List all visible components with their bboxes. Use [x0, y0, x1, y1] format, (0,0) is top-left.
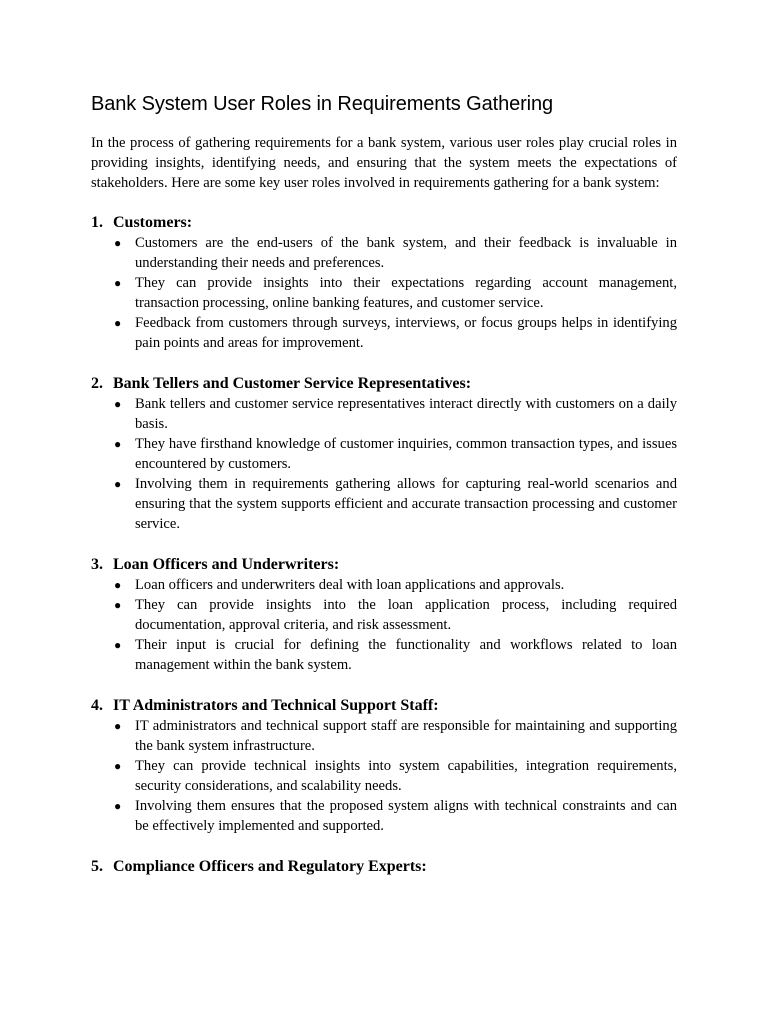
list-item-text: Their input is crucial for defining the functionality and workflows related to loan management within the bank system. — [135, 637, 677, 673]
bullet-icon: ● — [114, 316, 122, 330]
section-number: 1. — [91, 214, 103, 231]
section-heading — [91, 696, 677, 716]
document-title: Bank System User Roles in Requirements Gathering — [91, 93, 554, 115]
section-number: 3. — [91, 556, 103, 573]
section-it-administrators — [91, 696, 677, 836]
bullet-icon: ● — [114, 578, 122, 592]
bullet-icon: ● — [114, 759, 122, 773]
section-heading — [91, 857, 677, 877]
list-item-text: They can provide insights into the loan application process, including required documentation, approval criteria, and risk assessment. — [135, 597, 677, 633]
section-heading — [91, 555, 677, 575]
section-title: Customers: — [113, 214, 193, 231]
bullet-icon: ● — [114, 437, 122, 451]
list-item-text: Loan officers and underwriters deal with loan applications and approvals. — [135, 577, 565, 593]
section-number: 5. — [91, 858, 103, 875]
bullet-icon: ● — [114, 276, 122, 290]
list-item — [114, 313, 677, 353]
bullet-list — [91, 716, 677, 836]
bullet-list — [91, 233, 677, 353]
list-item — [114, 233, 677, 273]
section-number: 4. — [91, 697, 103, 714]
list-item-text: Bank tellers and customer service representatives interact directly with customers on a daily basis. — [135, 396, 677, 432]
bullet-icon: ● — [114, 638, 122, 652]
list-item — [114, 635, 677, 675]
list-item — [114, 474, 677, 534]
bullet-icon: ● — [114, 236, 122, 250]
bullet-icon: ● — [114, 799, 122, 813]
section-bank-tellers — [91, 374, 677, 534]
list-item — [114, 796, 677, 836]
section-title: Compliance Officers and Regulatory Experts: — [113, 858, 427, 875]
section-heading — [91, 374, 677, 394]
section-customers — [91, 213, 677, 353]
list-item-text: They can provide technical insights into system capabilities, integration requirements, security considerations, and scalability needs. — [135, 758, 677, 794]
intro-paragraph: In the process of gathering requirements for a bank system, various user roles play crucial roles in providing insights, identifying needs, and ensuring that the system meets the expectations of stakeholders. Here are some key user roles involved in requirements gathering for a bank system: — [91, 135, 677, 191]
list-item — [114, 575, 677, 595]
list-item — [114, 756, 677, 796]
list-item-text: They have firsthand knowledge of customer inquiries, common transaction types, and issues encountered by customers. — [135, 436, 677, 472]
section-title: IT Administrators and Technical Support Staff: — [113, 697, 439, 714]
bullet-icon: ● — [114, 397, 122, 411]
section-compliance-officers — [91, 857, 677, 877]
list-item — [114, 716, 677, 756]
document-page — [91, 90, 677, 877]
bullet-list — [91, 575, 677, 675]
list-item — [114, 595, 677, 635]
bullet-icon: ● — [114, 719, 122, 733]
section-number: 2. — [91, 375, 103, 392]
section-loan-officers — [91, 555, 677, 675]
section-title: Bank Tellers and Customer Service Representatives: — [113, 375, 472, 392]
bullet-icon: ● — [114, 598, 122, 612]
list-item-text: They can provide insights into their expectations regarding account management, transaction processing, online banking features, and customer service. — [135, 275, 677, 311]
list-item — [114, 273, 677, 313]
section-heading — [91, 213, 677, 233]
list-item-text: Involving them ensures that the proposed system aligns with technical constraints and can be effectively implemented and supported. — [135, 798, 677, 834]
list-item-text: IT administrators and technical support staff are responsible for maintaining and supporting the bank system infrastructure. — [135, 718, 677, 754]
list-item-text: Feedback from customers through surveys, interviews, or focus groups helps in identifying pain points and areas for improvement. — [135, 315, 677, 351]
list-item-text: Customers are the end-users of the bank system, and their feedback is invaluable in understanding their needs and preferences. — [135, 235, 677, 271]
list-item — [114, 434, 677, 474]
bullet-list — [91, 394, 677, 534]
list-item-text: Involving them in requirements gathering allows for capturing real-world scenarios and ensuring that the system supports efficient and accurate transaction processing and customer service. — [135, 476, 677, 532]
section-title: Loan Officers and Underwriters: — [113, 556, 340, 573]
list-item — [114, 394, 677, 434]
bullet-icon: ● — [114, 477, 122, 491]
